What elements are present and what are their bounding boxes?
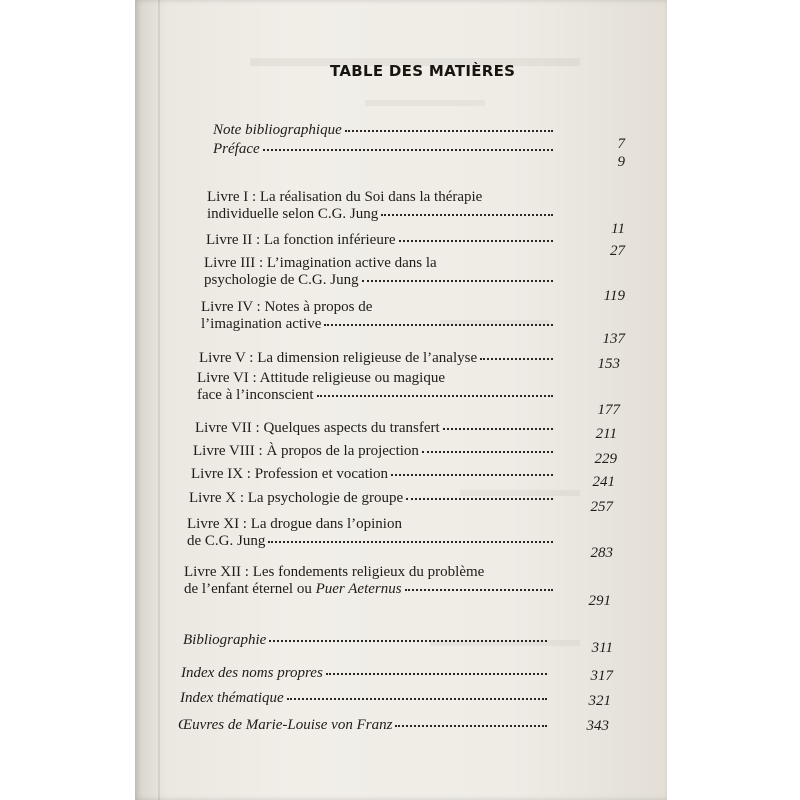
dot-leader (422, 448, 553, 453)
dot-leader (381, 211, 553, 216)
dot-leader (287, 695, 547, 700)
dot-leader (480, 355, 553, 360)
toc-page-number: 9 (617, 154, 625, 170)
toc-entry-chapter-10 (189, 490, 555, 507)
dot-leader (269, 637, 547, 642)
toc-label: Livre X : La psychologie de groupe (189, 490, 404, 506)
toc-page-number: 257 (590, 499, 613, 515)
toc-label: individuelle selon C.G. Jung (207, 206, 379, 222)
toc-label: Œuvres de Marie-Louise von Franz (178, 717, 393, 733)
dot-leader (317, 392, 553, 397)
toc-page-number: 317 (590, 668, 613, 684)
toc-label: Livre IX : Profession et vocation (191, 466, 389, 482)
toc-label: Préface (213, 141, 260, 157)
toc-entry-chapter-5 (199, 350, 555, 367)
toc-page-number: 177 (597, 402, 620, 418)
toc-label: face à l’inconscient (197, 387, 314, 403)
toc-page-number: 27 (610, 243, 625, 259)
dot-leader (345, 127, 553, 132)
toc-line: Livre XII : Les fondements religieux du problème (184, 564, 485, 580)
toc-entry-front-0 (213, 122, 555, 139)
toc-label: psychologie de C.G. Jung (204, 272, 359, 288)
toc-line: Livre XI : La drogue dans l’opinion (187, 516, 402, 532)
toc-page-number: 241 (592, 474, 615, 490)
toc-page-number: 7 (617, 136, 625, 152)
dot-leader (362, 277, 553, 282)
toc-page-number: 229 (594, 451, 617, 467)
dot-leader (324, 321, 553, 326)
dot-leader (443, 425, 553, 430)
toc-label-italic: Puer Aeternus (315, 581, 402, 597)
dot-leader (399, 237, 554, 242)
dot-leader (326, 670, 547, 675)
toc-page-number: 291 (588, 593, 611, 609)
toc-entry-chapter-7 (195, 420, 555, 437)
toc-label: de l’enfant éternel ou (184, 581, 312, 597)
toc-entry-chapter-1 (207, 189, 555, 223)
toc-entry-chapter-3 (204, 255, 555, 289)
toc-entry-back-0 (183, 632, 549, 649)
dot-leader (395, 722, 547, 727)
dot-leader (405, 586, 553, 591)
toc-label: Index thématique (180, 690, 284, 706)
dot-leader (391, 471, 553, 476)
toc-page-number: 343 (586, 718, 609, 734)
show-through (365, 100, 485, 106)
toc-line: Livre IV : Notes à propos de (201, 299, 373, 315)
toc-entry-chapter-12 (184, 564, 555, 598)
toc-entry-chapter-11 (187, 516, 555, 550)
toc-label: Index des noms propres (181, 665, 323, 681)
toc-page-number: 321 (588, 693, 611, 709)
toc-label: l’imagination active (201, 316, 322, 332)
dot-leader (268, 538, 553, 543)
toc-entry-back-3 (178, 717, 549, 734)
toc-label: Bibliographie (183, 632, 267, 648)
toc-line: Livre III : L’imagination active dans la (204, 255, 437, 271)
toc-page-number: 311 (591, 640, 613, 656)
toc-page-number: 283 (590, 545, 613, 561)
toc-entry-chapter-9 (191, 466, 555, 483)
toc-entry-chapter-6 (197, 370, 555, 404)
toc-page-number: 211 (595, 426, 617, 442)
toc-entry-back-2 (180, 690, 549, 707)
dot-leader (263, 146, 553, 151)
toc-page-number: 11 (611, 221, 625, 237)
toc-page-number: 119 (603, 288, 625, 304)
toc-entry-back-1 (181, 665, 549, 682)
toc-entry-front-1 (213, 141, 555, 158)
toc-label: Note bibliographique (213, 122, 342, 138)
toc-label: Livre V : La dimension religieuse de l’analyse (199, 350, 478, 366)
toc-entry-chapter-4 (201, 299, 555, 333)
toc-label: de C.G. Jung (187, 533, 266, 549)
toc-entry-chapter-8 (193, 443, 555, 460)
toc-label: Livre II : La fonction inférieure (206, 232, 396, 248)
toc-label: Livre VIII : À propos de la projection (193, 443, 419, 459)
toc-entry-chapter-2 (206, 232, 555, 249)
toc-line: Livre I : La réalisation du Soi dans la thérapie (207, 189, 483, 205)
toc-page-number: 153 (597, 356, 620, 372)
page-gutter (158, 0, 160, 800)
toc-page-number: 137 (602, 331, 625, 347)
toc-line: Livre VI : Attitude religieuse ou magique (197, 370, 445, 386)
page-title: TABLE DES MATIÈRES (330, 62, 516, 80)
toc-label: Livre VII : Quelques aspects du transfert (195, 420, 440, 436)
dot-leader (406, 495, 553, 500)
